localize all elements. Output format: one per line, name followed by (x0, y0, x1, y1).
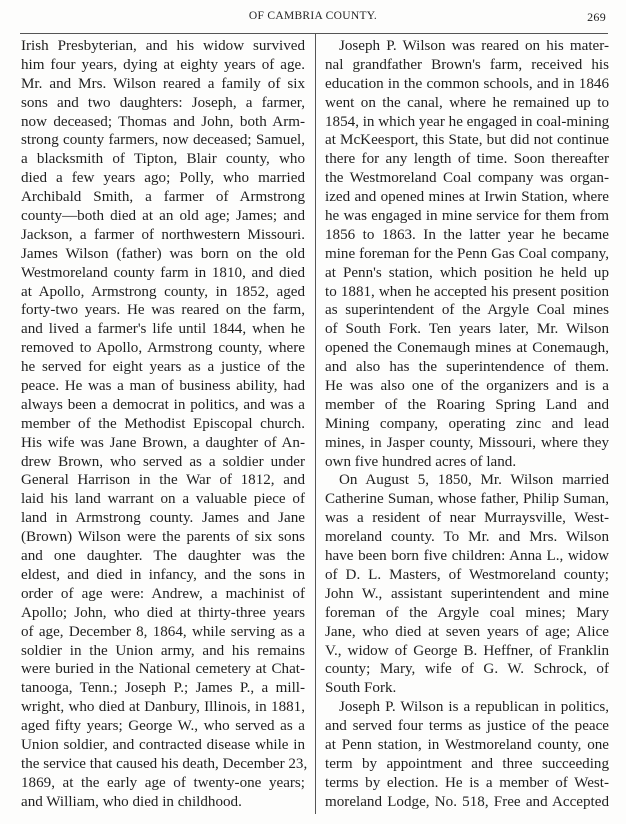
text-line: He was also one of the organizers and is a (325, 378, 609, 395)
text-line: Joseph P. Wilson was reared on his mater- (339, 38, 609, 54)
header-rule (20, 33, 608, 34)
text-line: were buried in the National cemetery at Chat- (21, 661, 305, 678)
text-line: 1854, in which year he engaged in coal-mining (325, 113, 610, 130)
text-line: laid his land warrant on a valuable piece of (21, 491, 305, 508)
page-number: 269 (587, 10, 606, 24)
text-line: went on the canal, where he remained up to (325, 94, 609, 111)
text-line: term by appointment and three succeeding (325, 755, 609, 772)
text-line: Joseph P. Wilson is a republican in politics, (339, 699, 609, 716)
text-line: moreland county. To Mr. and Mrs. Wilson (325, 529, 609, 546)
text-line: John W., assistant superintendent and mine (325, 585, 609, 602)
text-line: moreland Lodge, No. 518, Free and Accepted (325, 793, 609, 810)
text-line: V., widow of George B. Heffner, of Franklin (325, 642, 609, 659)
text-line: of age, December 8, 1864, while serving as a (21, 623, 305, 640)
text-line: the service that caused his death, December 23, (21, 755, 308, 772)
text-line: and also has the superintendence of them. (325, 359, 609, 376)
text-line: nal grandfather Brown's farm, received his (325, 56, 609, 73)
text-line: and William, who died in childhood. (21, 793, 242, 810)
text-line: county—both died at an old age; James; and (21, 208, 305, 225)
left-column (21, 37, 308, 812)
text-line: aged fifty years; George W., who served as a (21, 718, 305, 735)
text-line: Westmoreland county farm in 1810, and died (21, 264, 305, 281)
text-line: eldest, and died in infancy, and the sons in (21, 566, 305, 583)
text-line: terms by election. He is a member of West- (325, 774, 609, 791)
text-line: tanooga, Tenn.; Joseph P.; James P., a mill- (21, 680, 305, 697)
text-line: wright, who died at Danbury, Illinois, in 1881, (21, 699, 305, 716)
text-line: have been born five children: Anna L., widow (325, 548, 609, 565)
text-line: order of age were: Andrew, a machinist of (21, 585, 305, 602)
text-line: James Wilson (father) was born on the old (21, 245, 305, 262)
text-line: and one daughter. The daughter was the (21, 548, 305, 565)
text-line: Mining company, operating zinc and lead (325, 415, 609, 432)
text-line: forty-two years. He was reared on the farm, (21, 302, 305, 319)
text-line: was a resident of near Murraysville, West- (325, 510, 609, 527)
text-line: Jane, who died at seven years of age; Alice (325, 623, 609, 640)
text-line: Jackson, a farmer of northwestern Missouri. (21, 226, 305, 243)
running-header-title: OF CAMBRIA COUNTY. (248, 10, 378, 22)
column-divider (315, 34, 316, 814)
text-line: education in the common schools, and in 1846 (325, 75, 609, 92)
text-line: died a few years ago; Polly, who married (21, 170, 305, 187)
text-line: at Penn's station, which position he held up (325, 264, 609, 281)
text-line: opened the Conemaugh mines at Conemaugh, (325, 340, 609, 357)
text-line: at Apollo, Armstrong county, in 1852, aged (21, 283, 305, 300)
text-line: own five hundred acres of land. (325, 453, 517, 470)
text-line: strong county farmers, now deceased; Samuel, (21, 132, 305, 149)
text-line: county; Mary, wife of G. W. Schrock, of (325, 661, 609, 678)
text-line: Irish Presbyterian, and his widow survived (21, 38, 305, 54)
text-line: On August 5, 1850, Mr. Wilson married (339, 472, 609, 489)
text-line: him four years, dying at eighty years of age. (21, 56, 305, 73)
text-line: 1856 to 1863. In the latter year he became (325, 226, 609, 243)
text-line: soldier in the Union army, and his remains (21, 642, 305, 659)
text-line: mine foreman for the Penn Gas Coal company, (325, 245, 609, 262)
text-line: Mr. and Mrs. Wilson reared a family of six (21, 75, 305, 92)
text-line: now deceased; Thomas and John, both Arm- (21, 113, 305, 130)
text-line: ized and opened mines at Irwin Station, where (325, 189, 609, 206)
text-line: foreman of the Argyle coal mines; Mary (325, 604, 609, 621)
text-line: mines, in Jasper county, Missouri, where they (325, 434, 609, 451)
text-line: of South Fork. Ten years later, Mr. Wilson (325, 321, 609, 338)
text-line: and served four terms as justice of the peace (325, 718, 609, 735)
text-line: sons and two daughters: Joseph, a farmer, (21, 94, 305, 111)
text-line: General Harrison in the War of 1812, and (21, 472, 305, 489)
text-line: always been a democrat in politics, and was a (21, 396, 305, 413)
text-line: at McKeesport, this State, but did not continue (325, 132, 609, 149)
text-line: peace. He was a man of business ability, had (21, 378, 305, 395)
text-line: Apollo; John, who died at thirty-three years (21, 604, 305, 621)
text-line: there for any length of time. Soon thereafter (325, 151, 609, 168)
right-column (325, 37, 609, 812)
text-line: and lived a farmer's life until 1844, when he (21, 321, 305, 338)
text-line: of D. L. Masters, of Westmoreland county; (325, 566, 609, 583)
text-line: drew Brown, who served as a soldier under (21, 453, 305, 470)
text-line: Union soldier, and contracted disease while in (21, 736, 305, 753)
text-line: land in Armstrong county. James and Jane (21, 510, 305, 527)
text-line: Catherine Suman, whose father, Philip Suman, (325, 491, 609, 508)
text-line: to 1881, when he accepted his present position (325, 283, 609, 300)
text-line: 1869, at the early age of twenty-one years; (21, 774, 305, 791)
text-line: member of the Roaring Spring Land and (325, 396, 609, 413)
text-line: a blacksmith of Tipton, Blair county, who (21, 151, 305, 168)
text-line: Archibald Smith, a farmer of Armstrong (21, 189, 305, 206)
text-line: he served for eight years as a justice of the (21, 359, 305, 376)
text-line: (Brown) Wilson were the parents of six sons (21, 529, 305, 546)
text-line: the Westmoreland Coal company was organ- (325, 170, 609, 187)
text-line: as superintendent of the Argyle Coal mines (325, 302, 609, 319)
text-line: he was engaged in mine service for them from (325, 208, 609, 225)
text-line: South Fork. (325, 680, 397, 697)
text-line: His wife was Jane Brown, a daughter of An- (21, 434, 305, 451)
text-line: member of the Methodist Episcopal church. (21, 415, 305, 432)
text-line: removed to Apollo, Armstrong county, where (21, 340, 305, 357)
running-header (20, 10, 606, 28)
text-line: at Penn station, in Westmoreland county, one (325, 736, 609, 753)
